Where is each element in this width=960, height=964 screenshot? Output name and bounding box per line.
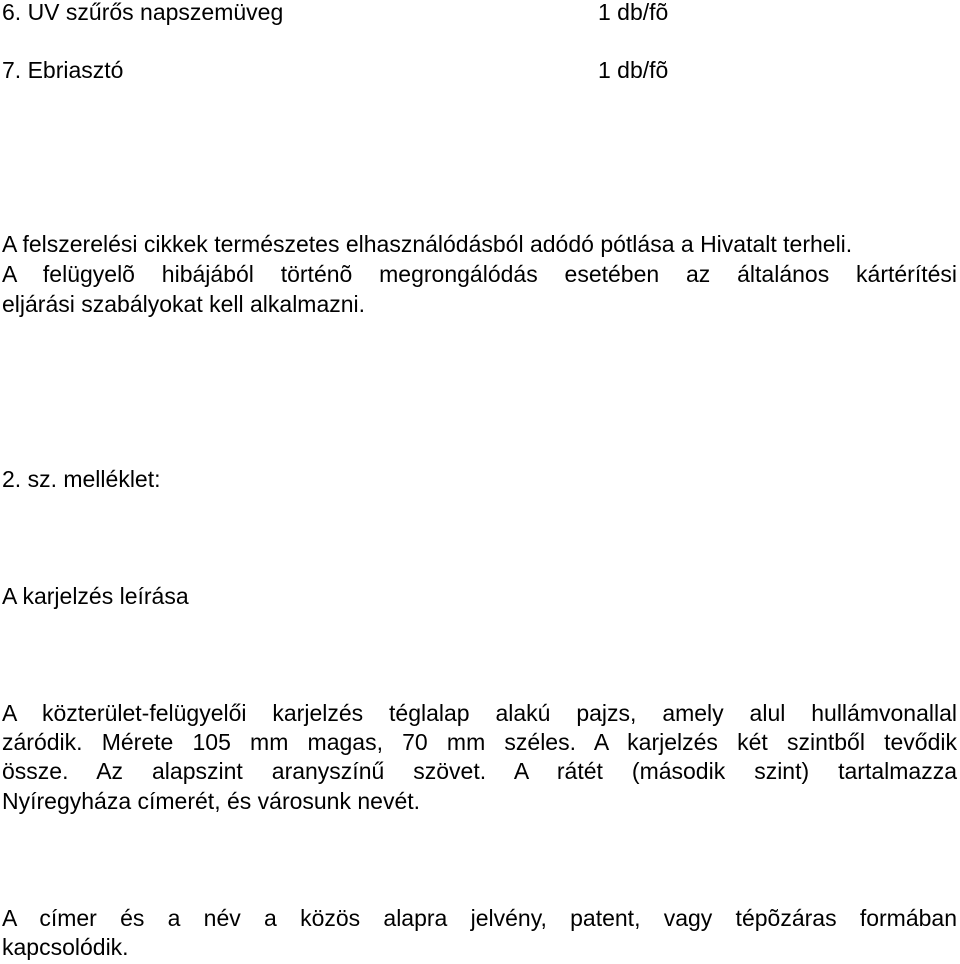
list-item-quantity: 1 db/fõ (598, 0, 669, 25)
paragraph-line: A felszerelési cikkek természetes elhasználódásból adódó pótlása a Hivatalt terheli. (2, 231, 853, 257)
paragraph-line: össze. Az alapszint aranyszínű szövet. A rátét (második szint) tartalmazza (2, 758, 957, 784)
paragraph-line: A felügyelõ hibájából történõ megrongálódás esetében az általános kártérítési (2, 261, 957, 287)
list-item-label: 6. UV szűrős napszemüveg (2, 0, 284, 25)
list-item-label: 7. Ebriasztó (2, 57, 124, 83)
paragraph-line: kapcsolódik. (2, 934, 129, 960)
section-title: A karjelzés leírása (2, 583, 189, 609)
paragraph-line: Nyíregyháza címerét, és városunk nevét. (2, 788, 421, 814)
list-item-quantity: 1 db/fõ (598, 57, 669, 83)
paragraph-line: A közterület-felügyelői karjelzés téglalap alakú pajzs, amely alul hullámvonallal (2, 700, 957, 726)
paragraph-line: A címer és a név a közös alapra jelvény, patent, vagy tépõzáras formában (2, 905, 957, 931)
annex-title: 2. sz. melléklet: (2, 466, 161, 492)
paragraph-line: eljárási szabályokat kell alkalmazni. (2, 291, 366, 317)
paragraph-line: záródik. Mérete 105 mm magas, 70 mm széles. A karjelzés két szintből tevődik (2, 729, 957, 755)
